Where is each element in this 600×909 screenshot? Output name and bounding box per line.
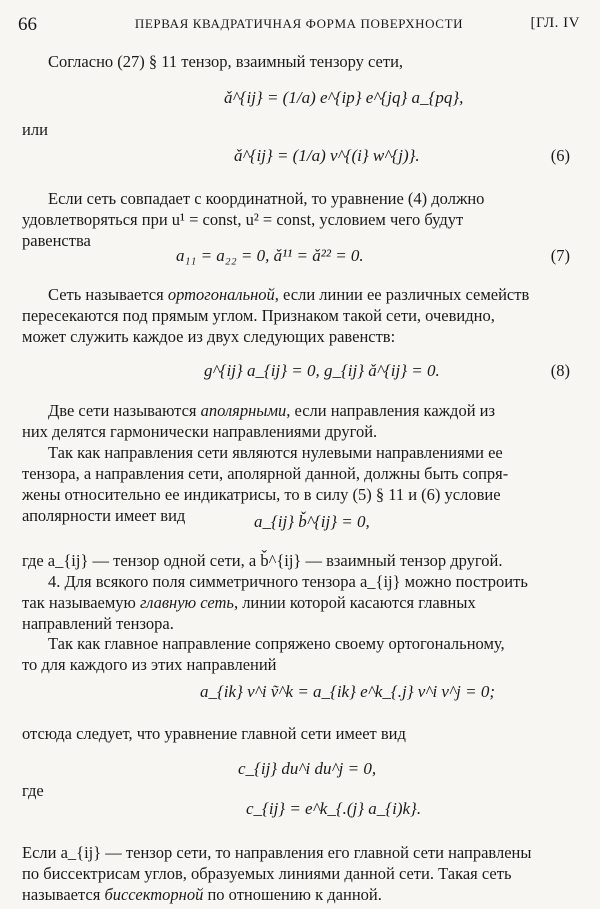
paragraph-7-line-2 [22, 592, 574, 613]
word-ili: или [22, 120, 48, 139]
paragraph-10-line-2: по биссектрисам углов, образуемых линиями данной сети. Такая сеть [22, 864, 512, 883]
formula-c-ij: c_{ij} = e^k_{.(j} a_{i)k}. [246, 799, 422, 818]
paragraph-6: где a_{ij} — тензор одной сети, а b̌^{ij} — взаимный тензор другой. [22, 551, 503, 570]
paragraph-5-line-3: жены относительно ее индикатрисы, то в силу (5) § 11 и (6) условие [22, 485, 501, 504]
paragraph-9: отсюда следует, что уравнение главной сети имеет вид [22, 724, 406, 743]
paragraph-10-line-3 [22, 884, 574, 905]
paragraph-7 [22, 571, 574, 634]
term-orthogonal: ортогональной [167, 285, 275, 304]
equation-number-8: (8) [550, 361, 570, 380]
formula-7: a₁₁ = a₂₂ = 0, ǎ¹¹ = ǎ²² = 0. [176, 246, 364, 265]
chapter-label: [ГЛ. IV [530, 15, 580, 31]
term-bisector: биссекторной [104, 885, 204, 904]
paragraph-7-line-2-end: , линии которой касаются главных [233, 593, 476, 612]
formula-8: g^{ij} a_{ij} = 0, g_{ij} ǎ^{ij} = 0. [204, 361, 440, 380]
paragraph-10 [22, 842, 574, 905]
paragraph-10-line-3-end: по отношению к данной. [203, 885, 382, 904]
paragraph-2-line-3: равенства [22, 231, 91, 250]
paragraph-4-line-1-start: Две сети называются [48, 401, 201, 420]
equation-number-7: (7) [550, 246, 570, 265]
paragraph-8 [22, 633, 574, 675]
paragraph-8-line-2: то для каждого из этих направлений [22, 655, 277, 674]
formula-main-net-equation: c_{ij} du^i du^j = 0, [238, 759, 377, 778]
paragraph-2 [22, 188, 574, 251]
paragraph-7-line-3: направлений тензора. [22, 614, 174, 633]
paragraph-3-line-1-start: Сеть называется [48, 285, 168, 304]
paragraph-5-line-2: тензора, а направления сети, аполярной данной, должны быть сопря- [22, 464, 509, 483]
paragraph-10-line-1: Если a_{ij} — тензор сети, то направления его главной сети направлены [22, 843, 532, 862]
paragraph-2-line-2: удовлетворяться при u¹ = const, u² = const, условием чего будут [22, 210, 464, 229]
paragraph-7-line-2-start: так называемую [22, 593, 140, 612]
term-apolar: аполярными [200, 401, 287, 420]
paragraph-8-line-1: Так как главное направление сопряжено своему ортогональному, [48, 634, 505, 653]
paragraph-2-line-1: Если сеть совпадает с координатной, то уравнение (4) должно [48, 189, 485, 208]
paragraph-7-line-1: 4. Для всякого поля симметричного тензора a_{ij} можно построить [48, 572, 528, 591]
paragraph-1: Согласно (27) § 11 тензор, взаимный тензору сети, [48, 52, 404, 71]
term-main-net: главную сеть [140, 593, 234, 612]
running-title: ПЕРВАЯ КВАДРАТИЧНАЯ ФОРМА ПОВЕРХНОСТИ [134, 16, 464, 31]
paragraph-4-line-2: них делятся гармонически направлениями другой. [22, 422, 378, 441]
paragraph-5-line-4: аполярности имеет вид [22, 506, 186, 525]
paragraph-3-line-3: может служить каждое из двух следующих равенств: [22, 327, 396, 346]
formula-apolarity: a_{ij} b̌^{ij} = 0, [254, 512, 370, 531]
paragraph-3 [22, 284, 574, 347]
equation-number-6: (6) [550, 146, 570, 165]
word-gde: где [22, 781, 44, 800]
formula-main-direction: a_{ik} v^i ṽ^k = a_{ik} e^k_{.j} v^i v^j = 0; [200, 682, 496, 701]
paragraph-5-line-1: Так как направления сети являются нулевыми направлениями ее [48, 443, 503, 462]
paragraph-3-line-1 [22, 284, 574, 305]
paragraph-4-line-1 [22, 400, 574, 421]
paragraph-4-line-1-end: , если направления каждой из [286, 401, 495, 420]
paragraph-3-line-1-end: , если линии ее различных семейств [274, 285, 530, 304]
paragraph-3-line-2: пересекаются под прямым углом. Признаком такой сети, очевидно, [22, 306, 495, 325]
paragraph-4 [22, 400, 574, 442]
page-header [18, 14, 580, 38]
page-number: 66 [18, 14, 37, 35]
formula-6: ǎ^{ij} = (1/a) v^{(i} w^{j)}. [234, 146, 420, 165]
paragraph-10-line-3-start: называется [22, 885, 105, 904]
formula-reciprocal-tensor: ǎ^{ij} = (1/a) e^{ip} e^{jq} a_{pq}, [224, 88, 464, 107]
